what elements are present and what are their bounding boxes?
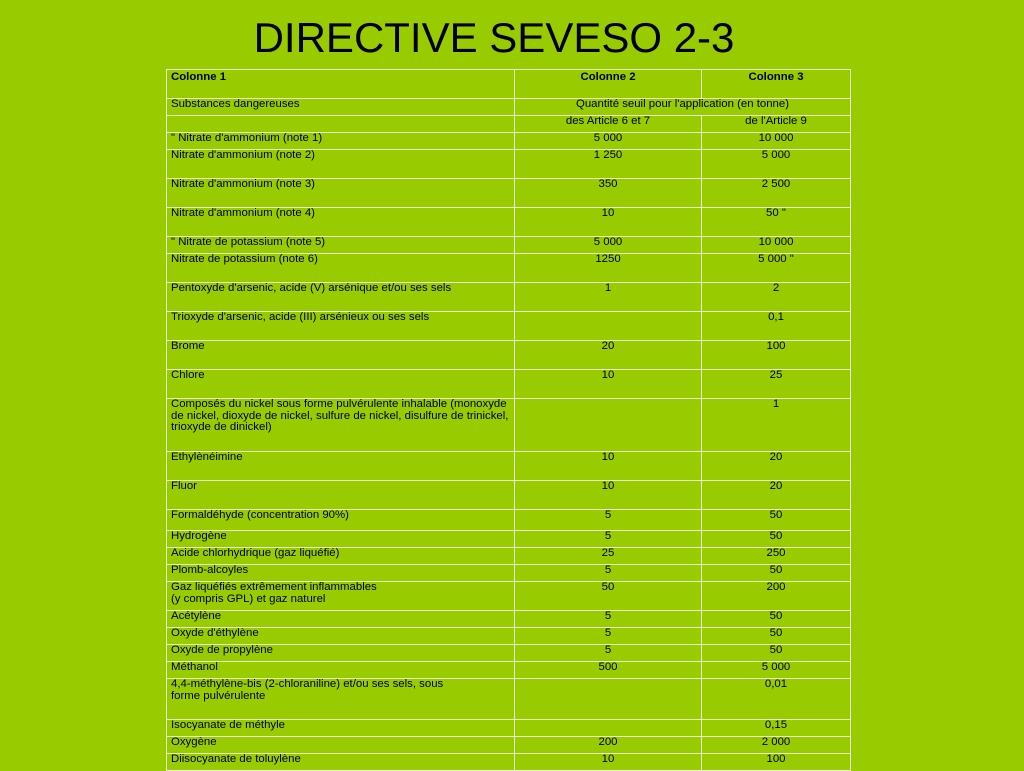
- threshold-art-6-7-cell: [515, 679, 702, 720]
- substance-cell: Oxygène: [167, 737, 515, 754]
- substance-cell: Méthanol: [167, 662, 515, 679]
- table-row: [167, 133, 851, 150]
- slide-title: DIRECTIVE SEVESO 2-3: [253, 14, 735, 61]
- threshold-art-9-cell: 2 500: [702, 179, 851, 208]
- table-row: [167, 254, 851, 283]
- substance-cell: Isocyanate de méthyle: [167, 720, 515, 737]
- substance-cell: " Nitrate d'ammonium (note 1): [167, 133, 515, 150]
- table-row: [167, 283, 851, 312]
- threshold-art-6-7-cell: 10: [515, 452, 702, 481]
- threshold-art-9-cell: 1: [702, 399, 851, 452]
- threshold-art-9-cell: 50: [702, 531, 851, 548]
- substance-cell: Acétylène: [167, 611, 515, 628]
- threshold-art-9-cell: 100: [702, 341, 851, 370]
- threshold-art-6-7-cell: 1250: [515, 254, 702, 283]
- table-row: [167, 662, 851, 679]
- threshold-art-6-7-cell: 5: [515, 531, 702, 548]
- table-row: [167, 481, 851, 510]
- subheader2-empty-cell: [167, 116, 515, 133]
- substance-cell: Oxyde de propylène: [167, 645, 515, 662]
- table-row: [167, 565, 851, 582]
- table-subheader-row-2: [167, 116, 851, 133]
- threshold-art-9-cell: 50: [702, 645, 851, 662]
- threshold-art-6-7-cell: 50: [515, 582, 702, 611]
- threshold-art-9-cell: 10 000: [702, 237, 851, 254]
- header-colonne-2: Colonne 2: [515, 70, 702, 99]
- table-row: [167, 645, 851, 662]
- threshold-art-6-7-cell: 10: [515, 208, 702, 237]
- threshold-art-6-7-cell: 5 000: [515, 237, 702, 254]
- substance-cell: Nitrate d'ammonium (note 3): [167, 179, 515, 208]
- table-header-row: [167, 70, 851, 99]
- threshold-art-9-cell: 2: [702, 283, 851, 312]
- table-row: [167, 510, 851, 531]
- table-row: [167, 150, 851, 179]
- threshold-art-6-7-cell: 10: [515, 370, 702, 399]
- threshold-art-6-7-cell: 5: [515, 645, 702, 662]
- threshold-art-6-7-cell: [515, 399, 702, 452]
- threshold-art-9-cell: 0,01: [702, 679, 851, 720]
- substance-cell: Diisocyanate de toluylène: [167, 754, 515, 771]
- threshold-art-9-cell: 100: [702, 754, 851, 771]
- threshold-art-9-cell: 50: [702, 611, 851, 628]
- table-subheader-row: [167, 99, 851, 116]
- threshold-art-6-7-cell: [515, 720, 702, 737]
- table-row: [167, 628, 851, 645]
- threshold-art-6-7-cell: 25: [515, 548, 702, 565]
- article-9-label: de l'Article 9: [702, 116, 851, 133]
- substance-cell: 4,4-méthylène-bis (2-chloraniline) et/ou ses sels, sous forme pulvérulente: [167, 679, 515, 720]
- substances-label: Substances dangereuses: [167, 99, 515, 116]
- threshold-art-9-cell: 250: [702, 548, 851, 565]
- seveso-threshold-table: [166, 69, 851, 771]
- threshold-art-9-cell: 50: [702, 565, 851, 582]
- threshold-art-9-cell: 50: [702, 510, 851, 531]
- table-row: [167, 208, 851, 237]
- substance-cell: Formaldéhyde (concentration 90%): [167, 510, 515, 531]
- threshold-art-9-cell: 5 000 ": [702, 254, 851, 283]
- threshold-art-6-7-cell: 5: [515, 565, 702, 582]
- threshold-art-6-7-cell: 5: [515, 611, 702, 628]
- substance-cell: Gaz liquéfiés extrêmement inflammables (y compris GPL) et gaz naturel: [167, 582, 515, 611]
- substance-cell: Trioxyde d'arsenic, acide (III) arsénieux ou ses sels: [167, 312, 515, 341]
- table-row: [167, 452, 851, 481]
- header-colonne-3: Colonne 3: [702, 70, 851, 99]
- threshold-art-9-cell: 5 000: [702, 662, 851, 679]
- table-row: [167, 737, 851, 754]
- threshold-art-9-cell: 0,15: [702, 720, 851, 737]
- substance-cell: Brome: [167, 341, 515, 370]
- threshold-art-9-cell: 10 000: [702, 133, 851, 150]
- threshold-art-6-7-cell: 1: [515, 283, 702, 312]
- threshold-art-6-7-cell: 10: [515, 481, 702, 510]
- substance-cell: Oxyde d'éthylène: [167, 628, 515, 645]
- table-row: [167, 720, 851, 737]
- threshold-art-9-cell: 25: [702, 370, 851, 399]
- threshold-art-6-7-cell: 10: [515, 754, 702, 771]
- threshold-art-9-cell: 20: [702, 452, 851, 481]
- substance-cell: Plomb-alcoyles: [167, 565, 515, 582]
- table-row: [167, 531, 851, 548]
- substance-cell: Nitrate d'ammonium (note 2): [167, 150, 515, 179]
- substance-cell: Nitrate d'ammonium (note 4): [167, 208, 515, 237]
- threshold-art-9-cell: 0,1: [702, 312, 851, 341]
- threshold-art-9-cell: 5 000: [702, 150, 851, 179]
- threshold-art-9-cell: 50 ": [702, 208, 851, 237]
- substance-cell: Ethylènéimine: [167, 452, 515, 481]
- table-row: [167, 370, 851, 399]
- threshold-art-9-cell: 2 000: [702, 737, 851, 754]
- threshold-art-9-cell: 20: [702, 481, 851, 510]
- header-colonne-1: Colonne 1: [167, 70, 515, 99]
- table-row: [167, 611, 851, 628]
- threshold-art-9-cell: 200: [702, 582, 851, 611]
- threshold-art-6-7-cell: 5: [515, 628, 702, 645]
- threshold-art-6-7-cell: 20: [515, 341, 702, 370]
- substance-cell: Acide chlorhydrique (gaz liquéfié): [167, 548, 515, 565]
- threshold-art-6-7-cell: 5: [515, 510, 702, 531]
- table-row: [167, 312, 851, 341]
- threshold-quantity-label: Quantité seuil pour l'application (en tonne): [515, 99, 851, 116]
- substance-cell: Chlore: [167, 370, 515, 399]
- substance-cell: " Nitrate de potassium (note 5): [167, 237, 515, 254]
- threshold-art-6-7-cell: 5 000: [515, 133, 702, 150]
- table-row: [167, 179, 851, 208]
- substance-cell: Nitrate de potassium (note 6): [167, 254, 515, 283]
- threshold-art-6-7-cell: [515, 312, 702, 341]
- table-row: [167, 548, 851, 565]
- threshold-art-6-7-cell: 500: [515, 662, 702, 679]
- threshold-art-6-7-cell: 350: [515, 179, 702, 208]
- substance-cell: Hydrogène: [167, 531, 515, 548]
- threshold-art-6-7-cell: 200: [515, 737, 702, 754]
- table-row: [167, 341, 851, 370]
- threshold-art-9-cell: 50: [702, 628, 851, 645]
- table-row: [167, 582, 851, 611]
- substance-cell: Composés du nickel sous forme pulvérulente inhalable (monoxyde de nickel, dioxyde de nickel, sulfure de nickel, disulfure de trinickel, trioxyde de dinickel): [167, 399, 515, 452]
- substance-cell: Pentoxyde d'arsenic, acide (V) arsénique et/ou ses sels: [167, 283, 515, 312]
- table-row: [167, 399, 851, 452]
- table-row: [167, 237, 851, 254]
- substance-cell: Fluor: [167, 481, 515, 510]
- threshold-art-6-7-cell: 1 250: [515, 150, 702, 179]
- articles-6-7-label: des Article 6 et 7: [515, 116, 702, 133]
- table-row: [167, 679, 851, 720]
